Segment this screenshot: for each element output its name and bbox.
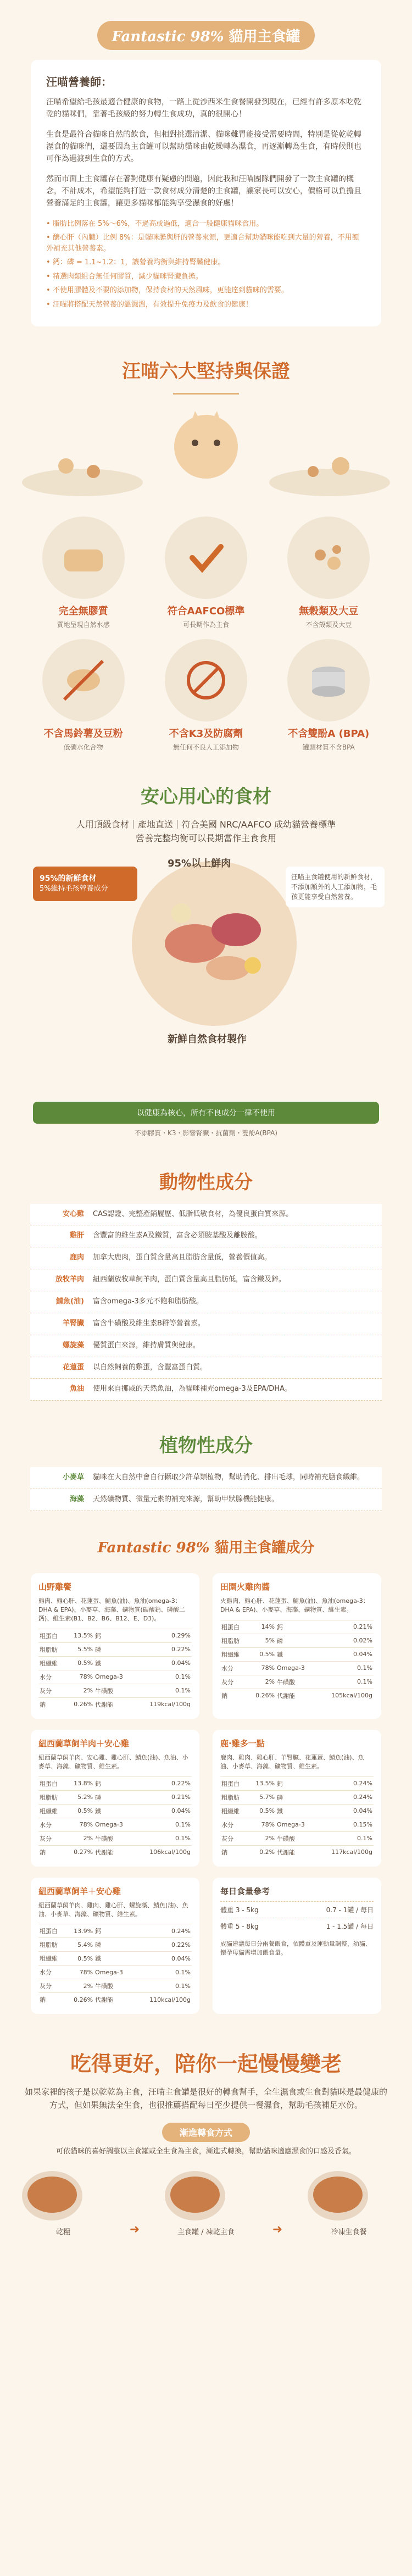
table-row xyxy=(30,1225,382,1247)
row-key: 雞肝 xyxy=(30,1225,88,1247)
recipe-ingredients: 鹿肉、雞肉、雞心肝、羊腎臟、花蓮蛋、鯖魚(油)、魚油、小麥草、海藻、礦物質、維生素。 xyxy=(220,1753,364,1770)
nutrition-table xyxy=(38,1629,192,1711)
row-key: 鯖魚(油) xyxy=(30,1291,88,1313)
nutrition-row xyxy=(220,1776,374,1790)
table-row xyxy=(30,1247,382,1269)
six-item-label: 不含雙酚A (BPA) xyxy=(288,728,370,740)
table-row xyxy=(30,1313,382,1335)
nut-cell: 78% xyxy=(65,1818,94,1831)
letter-p1: 汪喵希望給毛孩最適合健康的食物，一路上從沙西米生食餐開發到現在，已經有許多原本吃乾乾的貓咪們，靠著毛孩級的努力轉生食成功，真的很開心！ xyxy=(46,98,361,119)
table-row xyxy=(30,1379,382,1401)
row-value: 使用來自挪威的天然魚油，為貓咪補充omega-3及EPA/DHA。 xyxy=(88,1379,382,1401)
nut-cell: 0.29% xyxy=(134,1629,192,1642)
table-row xyxy=(30,1489,382,1511)
row-key: 安心雞 xyxy=(30,1204,88,1225)
bottom-text: 如果家裡的孩子是以乾乾為主食，汪喵主食罐是很好的轉食幫手，全生濕食或生食對貓咪是最健康的方式，但如果無法全生食，也很推薦搭配每日至少提供一餐濕食，幫助毛孩補足水份。 xyxy=(24,2087,387,2110)
row-value: 以自然飼養的雞蛋，含豐富蛋白質。 xyxy=(88,1357,382,1379)
nutrition-row xyxy=(38,1966,192,1979)
letter-bullet: • 汪喵將搭配天然營養的溫濕溫，有效提升免疫力及飲食的健康！ xyxy=(46,299,366,310)
nut-cell: 5.4% xyxy=(65,1938,94,1952)
six-item-label: 不含馬鈴薯及豆粉 xyxy=(43,728,123,740)
nutrition-row xyxy=(220,1675,374,1689)
nut-cell: 粗蛋白 xyxy=(220,1620,247,1634)
nut-cell: 2% xyxy=(65,1831,94,1845)
letter-bullet: • 脂肪比例落在 5%～6%，不過高或過低，適合一般健康貓咪食用。 xyxy=(46,219,366,230)
nut-cell: 粗脂肪 xyxy=(38,1642,65,1656)
brand-title: 貓用主食罐 xyxy=(229,29,300,45)
bowl-label: 冷凍生食餐 xyxy=(331,2228,367,2237)
nut-cell: 106kcal/100g xyxy=(134,1845,192,1859)
letter-bullet: • 醣心肝（內臟）比例 8%：是貓咪膽與肝的營養來源，更適合幫助貓咪能吃到大量的營養，不用額外補充其他營養素。 xyxy=(46,232,366,254)
nut-cell: 117kcal/100g xyxy=(316,1845,374,1859)
nutrition-row xyxy=(38,1831,192,1845)
nut-cell: 0.04% xyxy=(134,1804,192,1818)
fresh-badge-body: 5%維持毛孩營養成分 xyxy=(40,884,108,893)
row-value: 富含omega-3多元不飽和脂肪酸。 xyxy=(88,1291,382,1313)
table-row xyxy=(30,1204,382,1225)
nut-cell: 鈉 xyxy=(220,1689,247,1702)
nut-cell: 粗脂肪 xyxy=(38,1938,65,1952)
row-value: 天然礦物質、微量元素的補充來源，幫助甲狀腺機能健康。 xyxy=(88,1489,382,1511)
feeding-note: 成貓建議每日分兩餐餵食，依體重及運動量調整，幼貓、懷孕母貓需增加餵食量。 xyxy=(220,1940,371,1956)
nutrition-row xyxy=(220,1661,374,1675)
table-row xyxy=(30,1357,382,1379)
six-item xyxy=(268,517,390,629)
nut-cell: 0.21% xyxy=(134,1790,192,1804)
feeding-amount: 0.7 - 1罐 / 每日 xyxy=(326,1906,374,1914)
nut-cell: Omega-3 xyxy=(94,1670,134,1684)
nut-cell: 鈣 xyxy=(276,1620,316,1634)
canned-food-bowl-icon xyxy=(165,2171,225,2220)
bottom-title: 吃得更好，陪你一起慢慢變老 xyxy=(70,2052,342,2077)
arrow-right-icon: ➜ xyxy=(272,2223,283,2237)
nut-cell: 磷 xyxy=(94,1790,134,1804)
nut-cell: 鐵 xyxy=(94,1656,134,1670)
nut-cell: 水分 xyxy=(38,1818,65,1831)
nut-cell: 牛磺酸 xyxy=(276,1831,316,1845)
ingredients-plate xyxy=(132,861,297,1026)
nutrition-table xyxy=(220,1776,374,1859)
nut-cell: 0.21% xyxy=(316,1620,374,1634)
nut-cell: 粗纖維 xyxy=(220,1647,247,1661)
nutrition-row xyxy=(38,1656,192,1670)
nutrition-row xyxy=(38,1684,192,1697)
nutrition-row xyxy=(220,1689,374,1702)
nutrition-row xyxy=(38,1979,192,1993)
nutrition-row xyxy=(38,1697,192,1711)
nut-cell: 粗脂肪 xyxy=(220,1634,247,1647)
nutrition-table xyxy=(220,1620,374,1702)
nut-cell: 0.5% xyxy=(65,1804,94,1818)
nut-cell: 0.1% xyxy=(316,1661,374,1675)
nut-cell: 0.27% xyxy=(65,1845,94,1859)
six-item-sub: 無任何不良人工添加物 xyxy=(172,743,239,751)
nut-cell: 14% xyxy=(247,1620,276,1634)
table-row xyxy=(30,1467,382,1489)
recipe-box xyxy=(31,1573,199,1719)
nut-cell: Omega-3 xyxy=(94,1966,134,1979)
nut-cell: Omega-3 xyxy=(276,1661,316,1675)
feeding-weight: 體重 3 - 5kg xyxy=(220,1906,259,1914)
letter-card xyxy=(31,60,381,326)
mix-title: 漸進轉食方式 xyxy=(162,2123,250,2142)
nut-cell: 0.5% xyxy=(247,1647,276,1661)
nut-cell: 0.26% xyxy=(65,1697,94,1711)
feeding-row xyxy=(220,1901,374,1918)
letter-bullet: • 精選肉類組合無任何膠質，減少貓咪腎臟負擔。 xyxy=(46,271,366,282)
nut-cell: 粗脂肪 xyxy=(38,1790,65,1804)
row-value: 優質蛋白來源，維持膚質與健康。 xyxy=(88,1335,382,1357)
animal-title: 動物性成分 xyxy=(159,1171,253,1193)
six-item xyxy=(268,639,390,752)
nut-cell: 78% xyxy=(247,1661,276,1675)
nut-cell: 鐵 xyxy=(276,1647,316,1661)
feeding-row xyxy=(220,1918,374,1934)
nut-cell: 0.04% xyxy=(316,1647,374,1661)
nut-cell: 水分 xyxy=(220,1818,247,1831)
food-side-note: 汪喵主食罐使用的新鮮食材，不添加額外的人工添加物，毛孩更能享受自然營養。 xyxy=(286,867,385,907)
letter-bullet: • 鈣：磷 = 1.1~1.2：1，讓營養均衡與維持腎臟健康。 xyxy=(46,257,366,268)
row-value: 含豐富的維生素A及鐵質，富含必須胺基酸及離胺酸。 xyxy=(88,1225,382,1247)
nut-cell: 0.1% xyxy=(134,1670,192,1684)
nutrition-row xyxy=(220,1634,374,1647)
bowl-label: 乾糧 xyxy=(55,2228,70,2237)
recipes-brand-name: Fantastic xyxy=(97,1539,171,1556)
nut-cell: 119kcal/100g xyxy=(134,1697,192,1711)
nut-cell: 鐵 xyxy=(94,1952,134,1966)
nut-cell: 粗纖維 xyxy=(220,1804,247,1818)
row-value: 加拿大鹿肉，蛋白質含量高且脂肪含量低，營養價值高。 xyxy=(88,1247,382,1269)
recipes-header xyxy=(0,1511,412,1567)
six-title: 汪喵六大堅持與保證 xyxy=(122,360,290,382)
nutrition-row xyxy=(38,1776,192,1790)
nutrition-row xyxy=(38,1952,192,1966)
nut-cell: 鈉 xyxy=(220,1845,247,1859)
row-value: 紐西蘭放牧草飼羊肉，蛋白質含量高且脂肪低，富含鐵及鋅。 xyxy=(88,1269,382,1291)
row-value: 貓咪在大自然中會自行攝取少許草類植物，幫助消化、排出毛球，同時補充膳食纖維。 xyxy=(88,1467,382,1489)
nutrition-row xyxy=(220,1620,374,1634)
nut-cell: 粗蛋白 xyxy=(38,1776,65,1790)
six-item-sub: 低碳水化合物 xyxy=(63,743,103,751)
nutrition-row xyxy=(220,1804,374,1818)
recipes-title: 貓用主食罐成分 xyxy=(214,1539,315,1556)
nut-cell: 代謝能 xyxy=(94,1697,134,1711)
mix-text: 可依貓咪的喜好調整以主食罐或全生食為主食，漸進式轉換，幫助貓咪適應濕食的口感及香氣。 xyxy=(55,2147,356,2156)
nut-cell: 牛磺酸 xyxy=(276,1675,316,1689)
nut-cell: 灰分 xyxy=(38,1831,65,1845)
nut-cell: Omega-3 xyxy=(94,1818,134,1831)
nut-cell: 0.1% xyxy=(134,1818,192,1831)
letter-greeting: 汪喵營養師： xyxy=(46,75,112,88)
no-k3-preservative-icon xyxy=(165,639,247,721)
nut-cell: 5% xyxy=(247,1634,276,1647)
nutrition-row xyxy=(38,1804,192,1818)
recipe-box xyxy=(213,1730,381,1867)
nut-cell: 5.7% xyxy=(247,1790,276,1804)
recipe-ingredients: 紐西蘭草飼羊肉、安心雞、雞心肝、鯖魚(油)、魚油、小麥草、海藻、礦物質、維生素。 xyxy=(38,1753,188,1770)
nut-cell: 0.22% xyxy=(134,1938,192,1952)
nut-cell: 粗纖維 xyxy=(38,1952,65,1966)
nutrition-row xyxy=(220,1845,374,1859)
six-item xyxy=(144,517,267,629)
recipes-grid xyxy=(31,1573,381,2014)
nut-cell: 磷 xyxy=(276,1634,316,1647)
bowl-label: 主食罐 / 凍乾主食 xyxy=(177,2228,235,2237)
six-item xyxy=(22,639,144,752)
letter-bullet: • 不使用膠體及不要的添加物，保持食材的天然風味，更能達到貓咪的需要。 xyxy=(46,285,366,296)
nut-cell: 0.04% xyxy=(134,1656,192,1670)
no-bad-ingredients-bar: 以健康為核心，所有不良成分一律不使用 xyxy=(33,1102,379,1124)
nut-cell: 0.02% xyxy=(316,1634,374,1647)
nut-cell: 牛磺酸 xyxy=(94,1831,134,1845)
nut-cell: 鈣 xyxy=(94,1924,134,1938)
nut-cell: Omega-3 xyxy=(276,1818,316,1831)
recipe-box xyxy=(213,1573,381,1719)
animal-table xyxy=(30,1204,382,1401)
nutrition-table xyxy=(38,1924,192,2006)
nutrition-row xyxy=(220,1831,374,1845)
nut-cell: 鈣 xyxy=(276,1776,316,1790)
nut-cell: 鈉 xyxy=(38,1697,65,1711)
six-item xyxy=(22,517,144,629)
recipe-name: 山野雞饗 xyxy=(38,1581,72,1592)
recipe-ingredients: 火雞肉、雞心肝、花蓮蛋、鯖魚(油)、魚油(omega-3：DHA & EPA)、小麥草、海藻、礦物質、維生素。 xyxy=(220,1597,369,1613)
plant-title: 植物性成分 xyxy=(159,1435,253,1457)
nut-cell: 磷 xyxy=(94,1938,134,1952)
nut-cell: 78% xyxy=(65,1966,94,1979)
nut-cell: 粗纖維 xyxy=(38,1804,65,1818)
nut-cell: 磷 xyxy=(276,1790,316,1804)
can-bpa-free-icon xyxy=(287,639,370,721)
row-key: 羊腎臟 xyxy=(30,1313,88,1335)
six-item-label: 符合AAFCO標準 xyxy=(167,606,245,617)
raw-food-bowl-icon xyxy=(308,2171,368,2220)
six-grid xyxy=(22,517,390,752)
nut-cell: 0.1% xyxy=(134,1684,192,1697)
nut-cell: 0.24% xyxy=(316,1790,374,1804)
nut-cell: 13.9% xyxy=(65,1924,94,1938)
six-item xyxy=(144,639,267,752)
row-key: 海藻 xyxy=(30,1489,88,1511)
no-potato-icon xyxy=(42,639,125,721)
feeding-box xyxy=(213,1878,381,2014)
nutrition-row xyxy=(38,1790,192,1804)
nut-cell: 0.04% xyxy=(134,1952,192,1966)
nut-cell: 0.2% xyxy=(247,1845,276,1859)
recipe-name: 鹿·雞多一點 xyxy=(220,1738,265,1748)
cat-food-illustration-icon xyxy=(0,395,412,510)
brand-number: 98% xyxy=(190,29,224,45)
letter-bullets xyxy=(46,219,366,310)
no-gum-icon xyxy=(42,517,125,599)
nut-cell: 2% xyxy=(65,1979,94,1993)
table-row xyxy=(30,1335,382,1357)
six-illustration xyxy=(0,395,412,510)
nut-cell: 0.1% xyxy=(316,1675,374,1689)
row-value: CAS認證、完整產銷履歷、低脂低敏食材，為優良蛋白質來源。 xyxy=(88,1204,382,1225)
letter-p2: 生食是最符合貓咪自然的飲食，但相對挑選清潔、貓咪難胃能接受需要時間，特別是從乾乾轉溼食的貓咪們，還要因為主食罐可以幫助貓咪由乾燥轉為濕食，再逐漸轉為生食，有時候則也可作為過渡到生食的方式。 xyxy=(46,130,361,163)
nut-cell: 2% xyxy=(65,1684,94,1697)
nut-cell: 13.5% xyxy=(247,1776,276,1790)
nut-cell: 0.22% xyxy=(134,1776,192,1790)
row-key: 花蓮蛋 xyxy=(30,1357,88,1379)
nutrition-row xyxy=(38,1642,192,1656)
nut-cell: 0.1% xyxy=(316,1831,374,1845)
nut-cell: 灰分 xyxy=(220,1831,247,1845)
nutrition-row xyxy=(220,1818,374,1831)
nut-cell: 鈣 xyxy=(94,1629,134,1642)
fresh-badge xyxy=(33,867,137,901)
nutrition-row xyxy=(38,1818,192,1831)
nutrition-row xyxy=(220,1647,374,1661)
recipe-name: 紐西蘭草飼羊＋安心雞 xyxy=(38,1886,121,1896)
nut-cell: 灰分 xyxy=(38,1684,65,1697)
recipe-box xyxy=(31,1878,199,2014)
nut-cell: 牛磺酸 xyxy=(94,1684,134,1697)
six-item-sub: 質地呈現自然水感 xyxy=(57,621,110,629)
table-row xyxy=(30,1269,382,1291)
nut-cell: 0.5% xyxy=(247,1804,276,1818)
nut-cell: 代謝能 xyxy=(94,1993,134,2007)
nut-cell: 13.8% xyxy=(65,1776,94,1790)
nut-cell: 0.26% xyxy=(247,1689,276,1702)
dry-food-bowl-icon xyxy=(22,2171,82,2220)
nut-cell: 代謝能 xyxy=(94,1845,134,1859)
nut-cell: 0.5% xyxy=(65,1952,94,1966)
recipes-brand-number: 98% xyxy=(176,1539,210,1556)
no-bad-ingredients-note: 不添膠質・K3・影響腎臟・抗菌劑・雙酚A(BPA) xyxy=(135,1129,277,1137)
nut-cell: 鐵 xyxy=(94,1804,134,1818)
nut-cell: 5.2% xyxy=(65,1790,94,1804)
arrow-right-icon: ➜ xyxy=(129,2223,140,2237)
row-key: 螺旋藻 xyxy=(30,1335,88,1357)
food-lines xyxy=(0,818,412,846)
letter-p3: 然而市面上主食罐存在著對健康有疑慮的問題，因此我和汪喵團隊們開發了一款主食罐的概念，不計成本，希望能夠打造一款食材成分清楚的主食罐，讓家長可以安心，價格可以負擔且營養滿足的主食罐，讓更多貓咪都能夠享受濕食的好處！ xyxy=(46,175,361,208)
nut-cell: 105kcal/100g xyxy=(316,1689,374,1702)
six-item-sub: 可長期作為主食 xyxy=(182,621,229,629)
nut-cell: 13.5% xyxy=(65,1629,94,1642)
bowl-item xyxy=(165,2171,247,2236)
nut-cell: 磷 xyxy=(94,1642,134,1656)
nut-cell: 0.5% xyxy=(65,1656,94,1670)
table-row xyxy=(30,1291,382,1313)
row-key: 小麥草 xyxy=(30,1467,88,1489)
food-title: 安心用心的食材 xyxy=(141,786,271,808)
nutrition-table xyxy=(38,1776,192,1859)
nutrition-row xyxy=(38,1670,192,1684)
recipe-ingredients: 紐西蘭草飼羊肉、雞肉、雞心肝、螺旋藻、鯖魚(油)、魚油、小麥草、海藻、礦物質、維生素。 xyxy=(38,1901,188,1918)
brand-name: Fantastic xyxy=(112,29,186,45)
nut-cell: 0.1% xyxy=(134,1831,192,1845)
circle-bottom-text: 新鮮自然食材製作 xyxy=(168,1033,247,1045)
nut-cell: 粗脂肪 xyxy=(220,1790,247,1804)
nut-cell: 粗蛋白 xyxy=(220,1776,247,1790)
row-key: 放牧羊肉 xyxy=(30,1269,88,1291)
nut-cell: 0.26% xyxy=(65,1993,94,2007)
meat-platter-icon xyxy=(132,861,297,1026)
nut-cell: 110kcal/100g xyxy=(134,1993,192,2007)
plant-table xyxy=(30,1467,382,1511)
nut-cell: 灰分 xyxy=(220,1675,247,1689)
nut-cell: 78% xyxy=(247,1818,276,1831)
nut-cell: 灰分 xyxy=(38,1979,65,1993)
nutrition-row xyxy=(38,1924,192,1938)
fresh-badge-title: 95%的新鮮食材 xyxy=(40,874,97,883)
nut-cell: 代謝能 xyxy=(276,1689,316,1702)
six-item-sub: 罐頭材質不含BPA xyxy=(302,743,355,751)
nut-cell: 粗蛋白 xyxy=(38,1924,65,1938)
nut-cell: 0.1% xyxy=(134,1966,192,1979)
nut-cell: 0.1% xyxy=(134,1979,192,1993)
brand-header xyxy=(0,0,412,60)
nut-cell: 鈉 xyxy=(38,1845,65,1859)
food-section xyxy=(16,856,396,1092)
six-item-label: 完全無膠質 xyxy=(58,606,108,617)
recipe-box xyxy=(31,1730,199,1867)
nut-cell: 鈣 xyxy=(94,1776,134,1790)
feeding-weight: 體重 5 - 8kg xyxy=(220,1922,259,1930)
row-value: 富含牛磺酸及維生素B群等營養素。 xyxy=(88,1313,382,1335)
nut-cell: 0.15% xyxy=(316,1818,374,1831)
nut-cell: 0.04% xyxy=(316,1804,374,1818)
nut-cell: 78% xyxy=(65,1670,94,1684)
row-key: 鹿肉 xyxy=(30,1247,88,1269)
no-grain-icon xyxy=(287,517,370,599)
nutrition-row xyxy=(38,1938,192,1952)
nut-cell: 牛磺酸 xyxy=(94,1979,134,1993)
bowl-item xyxy=(22,2171,104,2236)
nut-cell: 2% xyxy=(247,1831,276,1845)
food-line-2: 營養完整均衡可以長期當作主食食用 xyxy=(135,832,276,843)
nutrition-row xyxy=(38,1629,192,1642)
nut-cell: 0.24% xyxy=(316,1776,374,1790)
nut-cell: 水分 xyxy=(38,1966,65,1979)
nut-cell: 鐵 xyxy=(276,1804,316,1818)
nut-cell: 粗纖維 xyxy=(38,1656,65,1670)
nut-cell: 2% xyxy=(247,1675,276,1689)
six-item-label: 不含K3及防腐劑 xyxy=(169,728,243,740)
recipes-brand xyxy=(97,1540,314,1556)
brand-pill xyxy=(97,21,314,50)
six-item-sub: 不含殼類及大豆 xyxy=(305,621,352,629)
recipe-name: 紐西蘭草飼羊肉＋安心雞 xyxy=(38,1738,130,1748)
recipe-ingredients: 雞肉、雞心肝、花蓮蛋、鯖魚(油)、魚油(omega-3：DHA & EPA)、小麥草、海藻、礦物質(碳酸鈣、磷酸二鈣)、維生素(B1、B2、B6、B12、E、D3)。 xyxy=(38,1597,185,1622)
feeding-amount: 1 - 1.5罐 / 每日 xyxy=(326,1922,374,1930)
nutrition-row xyxy=(220,1790,374,1804)
nutrition-row xyxy=(38,1993,192,2007)
nutrition-row xyxy=(38,1845,192,1859)
nut-cell: 代謝能 xyxy=(276,1845,316,1859)
row-key: 魚油 xyxy=(30,1379,88,1401)
aafco-check-icon xyxy=(165,517,247,599)
recipe-name: 田園火雞肉醬 xyxy=(220,1581,270,1592)
food-line-1: 人用頂級食材｜產地直送｜符合美國 NRC/AAFCO 成幼貓營養標準 xyxy=(76,819,336,830)
nut-cell: 0.22% xyxy=(134,1642,192,1656)
bowls-row xyxy=(22,2171,390,2236)
circle-top-text: 95%以上鮮肉 xyxy=(168,857,231,869)
bowl-item xyxy=(308,2171,390,2236)
six-item-label: 無穀類及大豆 xyxy=(299,606,359,617)
nut-cell: 粗蛋白 xyxy=(38,1629,65,1642)
nut-cell: 0.24% xyxy=(134,1924,192,1938)
nut-cell: 水分 xyxy=(38,1670,65,1684)
nut-cell: 5.5% xyxy=(65,1642,94,1656)
nut-cell: 鈉 xyxy=(38,1993,65,2007)
feeding-title: 每日食量參考 xyxy=(220,1886,270,1896)
nut-cell: 水分 xyxy=(220,1661,247,1675)
